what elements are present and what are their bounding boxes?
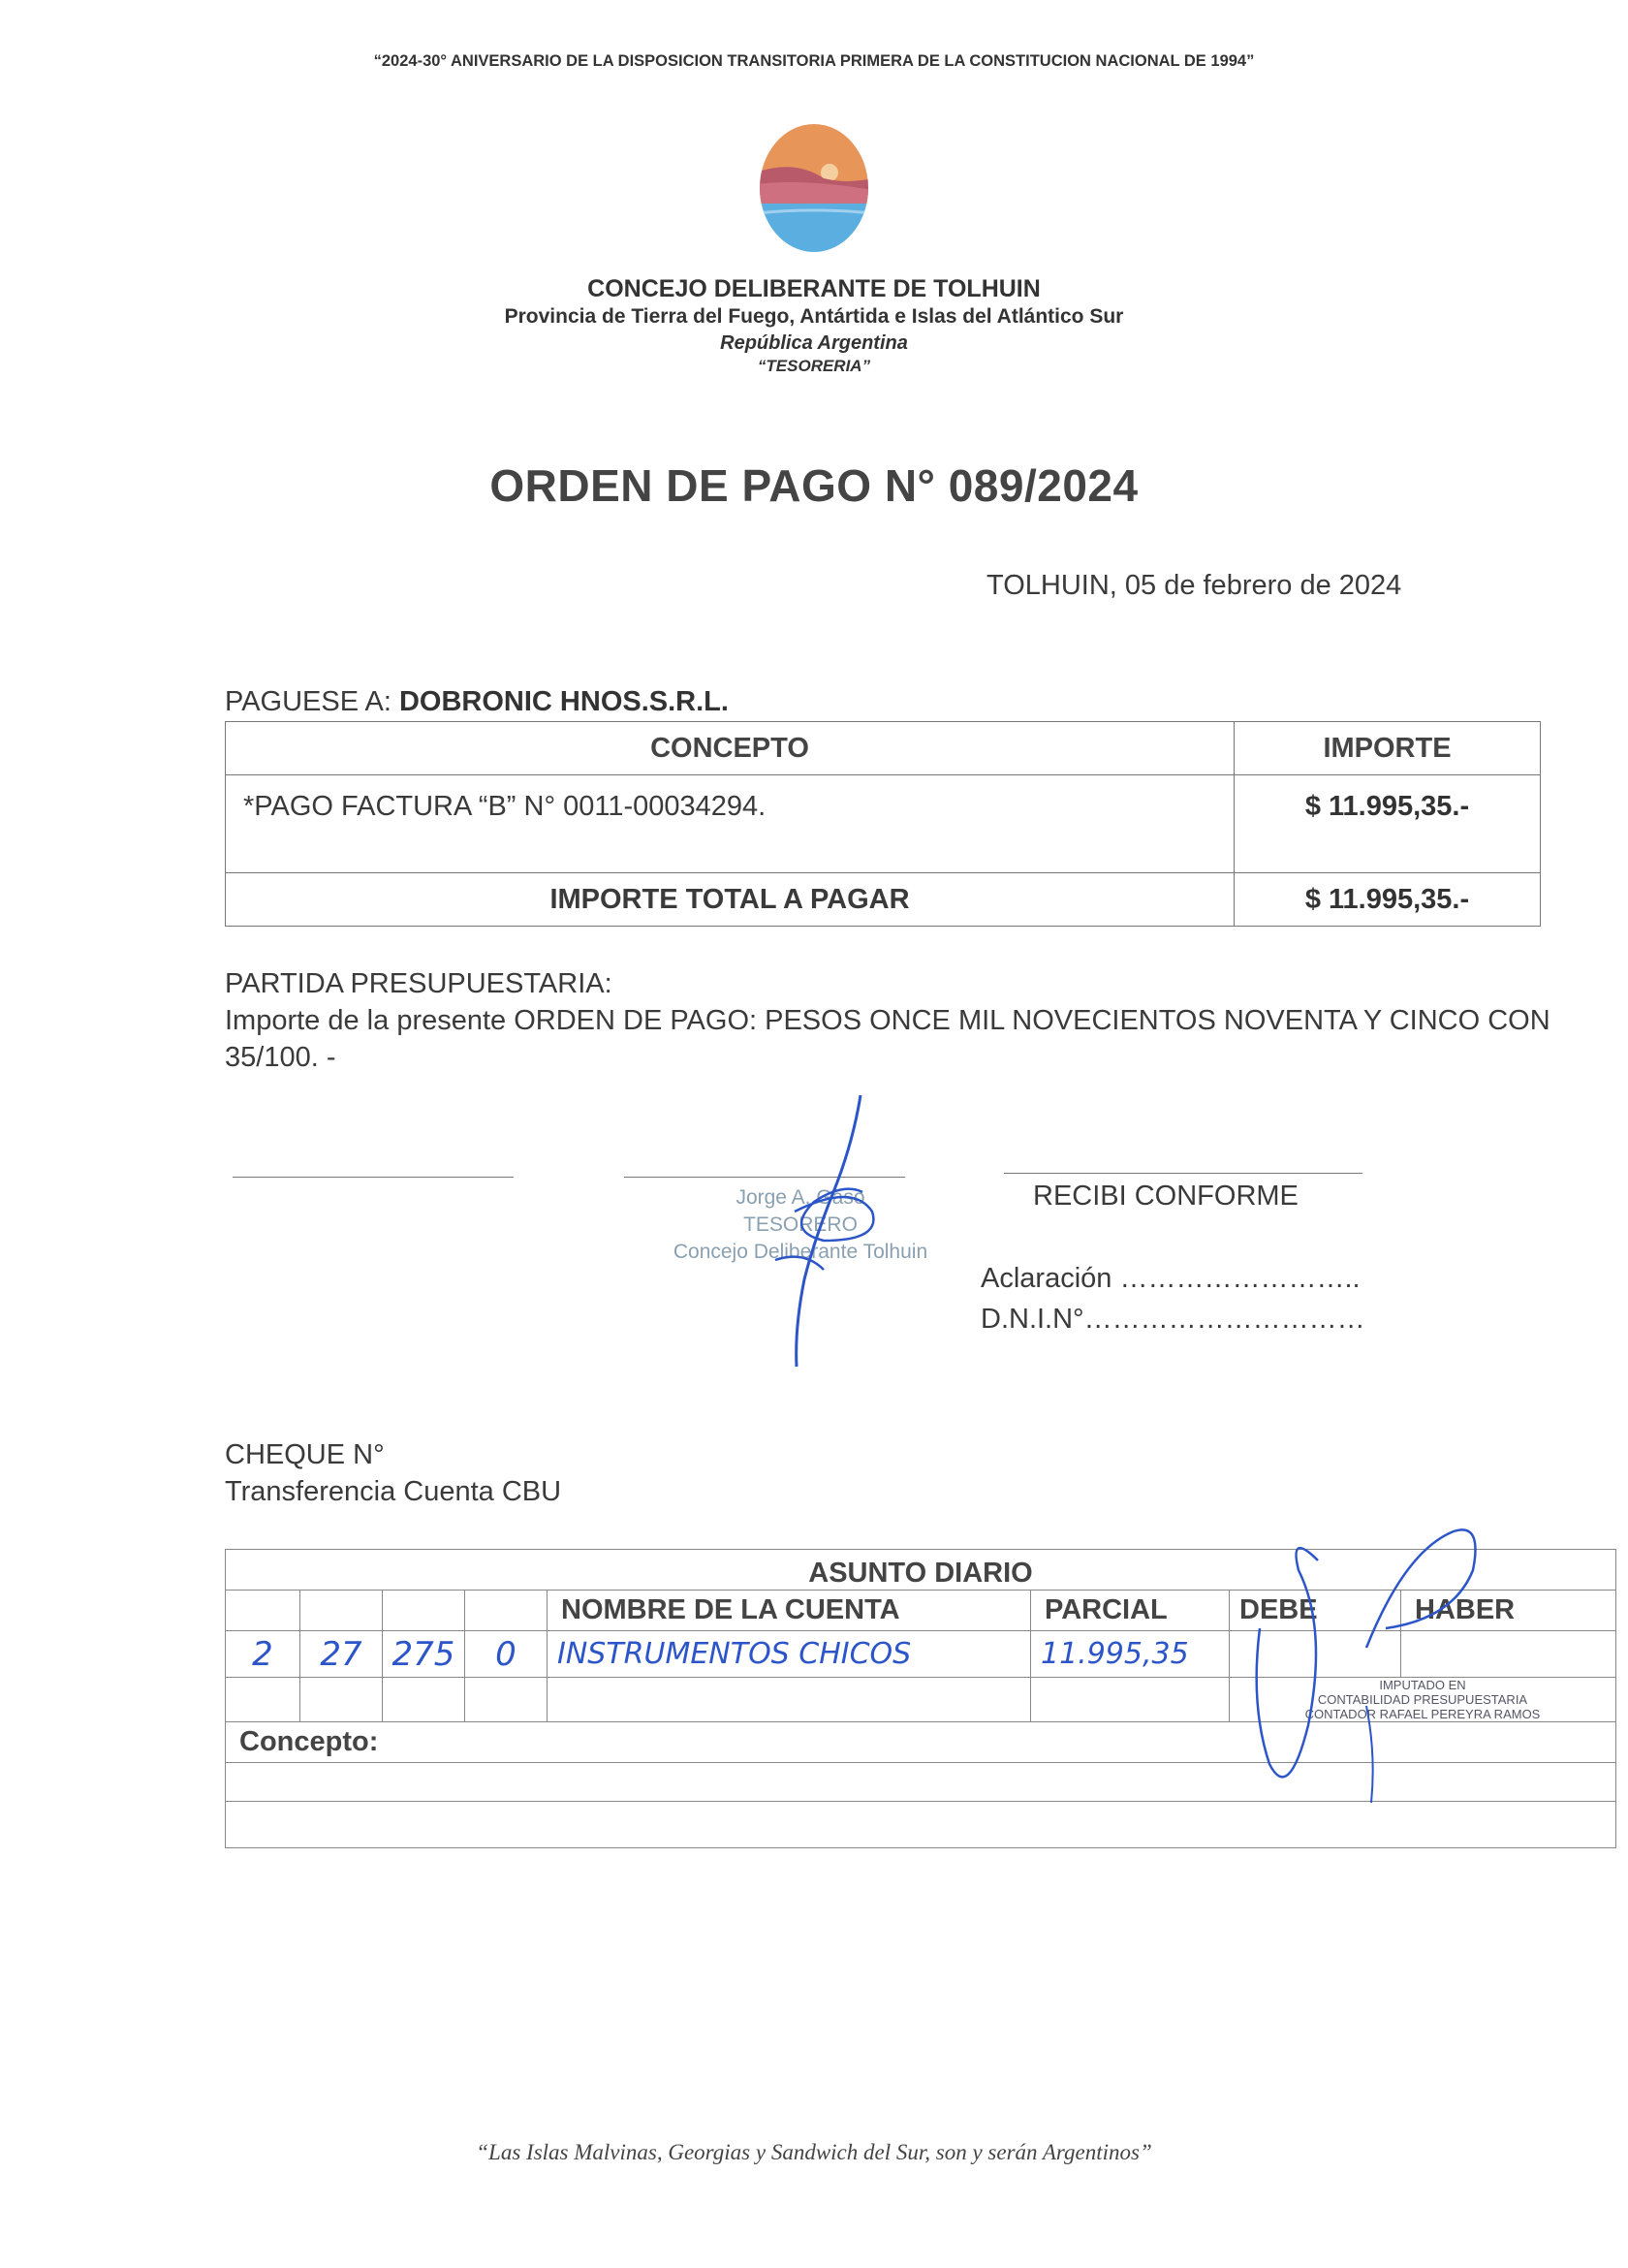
debe-header: DEBE (1230, 1591, 1401, 1631)
concepto-cell: *PAGO FACTURA “B” N° 0011-00034294. (226, 775, 1235, 873)
code-header-cell (226, 1591, 300, 1631)
header-motto: “2024-30° ANIVERSARIO DE LA DISPOSICION TRANSITORIA PRIMERA DE LA CONSTITUCION NACIONAL DE 1994” (373, 52, 1255, 70)
accounting-signature (1231, 1512, 1502, 1803)
payee-name: DOBRONIC HNOS.S.R.L. (398, 686, 729, 717)
footer-motto: “Las Islas Malvinas, Georgias y Sandwich del Sur, son y serán Argentinos” (476, 2140, 1152, 2164)
aclaracion-field: Aclaración …………………….. (981, 1263, 1361, 1294)
stamp-name: Jorge A. Gaso (736, 1186, 865, 1209)
concepto-line (226, 1802, 1616, 1848)
office-name: “TESORERIA” (757, 357, 871, 375)
empty-cell (383, 1678, 465, 1722)
code-header-cell (465, 1591, 548, 1631)
payment-table (225, 721, 1541, 927)
total-row (226, 873, 1541, 927)
haber-header: HABER (1401, 1591, 1616, 1631)
importe-cell: $ 11.995,35.- (1235, 775, 1541, 873)
payment-method (225, 1436, 561, 1510)
parcial-header: PARCIAL (1031, 1591, 1230, 1631)
institution-logo (756, 122, 872, 254)
signature-line (233, 1177, 514, 1178)
receipt-fields (981, 1258, 1365, 1339)
institution-name: CONCEJO DELIBERANTE DE TOLHUIN (587, 275, 1041, 302)
partida-text: Importe de la presente ORDEN DE PAGO: PESOS ONCE MIL NOVECIENTOS NOVENTA Y CINCO CON 35/100. - (225, 1005, 1550, 1073)
empty-cell (1031, 1678, 1230, 1722)
stamp-org: Concejo Deliberante Tolhuin (673, 1241, 928, 1263)
code-header-cell (383, 1591, 465, 1631)
province-name: Provincia de Tierra del Fuego, Antártida e Islas del Atlántico Sur (504, 305, 1124, 328)
entry-code-3: 275 (383, 1631, 465, 1678)
cheque-label: CHEQUE N° (225, 1439, 385, 1470)
cuenta-header: NOMBRE DE LA CUENTA (548, 1591, 1031, 1631)
recibi-conforme: RECIBI CONFORME (1033, 1181, 1299, 1212)
total-label: IMPORTE TOTAL A PAGAR (226, 873, 1235, 927)
partida-section (225, 965, 1562, 1076)
entry-code-2: 27 (300, 1631, 383, 1678)
document-date: TOLHUIN, 05 de febrero de 2024 (986, 570, 1402, 601)
table-row (226, 775, 1541, 873)
empty-cell (300, 1678, 383, 1722)
stamp-line: CONTADOR RAFAEL PEREYRA RAMOS (1304, 1707, 1541, 1721)
entry-code-1: 2 (226, 1631, 300, 1678)
document-title: ORDEN DE PAGO N° 089/2024 (489, 460, 1139, 511)
entry-cuenta: INSTRUMENTOS CHICOS (548, 1631, 1031, 1678)
code-header-cell (300, 1591, 383, 1631)
stamp-role: TESORERO (743, 1213, 858, 1236)
stamp-line: IMPUTADO EN (1379, 1678, 1466, 1692)
signature-line (1004, 1173, 1362, 1174)
payee-label: PAGUESE A: (225, 686, 391, 717)
country-name: República Argentina (720, 332, 908, 354)
transfer-label: Transferencia Cuenta CBU (225, 1476, 562, 1507)
payee-line (225, 686, 729, 718)
empty-cell (226, 1678, 300, 1722)
empty-cell (465, 1678, 548, 1722)
total-value: $ 11.995,35.- (1235, 873, 1541, 927)
dni-field: D.N.I.N°………………………… (981, 1304, 1365, 1335)
entry-code-4: 0 (465, 1631, 548, 1678)
concepto-header: CONCEPTO (226, 722, 1235, 775)
empty-cell (548, 1678, 1031, 1722)
concepto-label: Concepto: (226, 1722, 1616, 1763)
handwritten-signature (736, 1086, 892, 1376)
importe-header: IMPORTE (1235, 722, 1541, 775)
institution-header (0, 275, 1628, 376)
stamp-line: CONTABILIDAD PRESUPUESTARIA (1317, 1692, 1528, 1707)
entry-parcial: 11.995,35 (1031, 1631, 1230, 1678)
partida-label: PARTIDA PRESUPUESTARIA: (225, 968, 612, 999)
diario-title: ASUNTO DIARIO (226, 1550, 1616, 1591)
